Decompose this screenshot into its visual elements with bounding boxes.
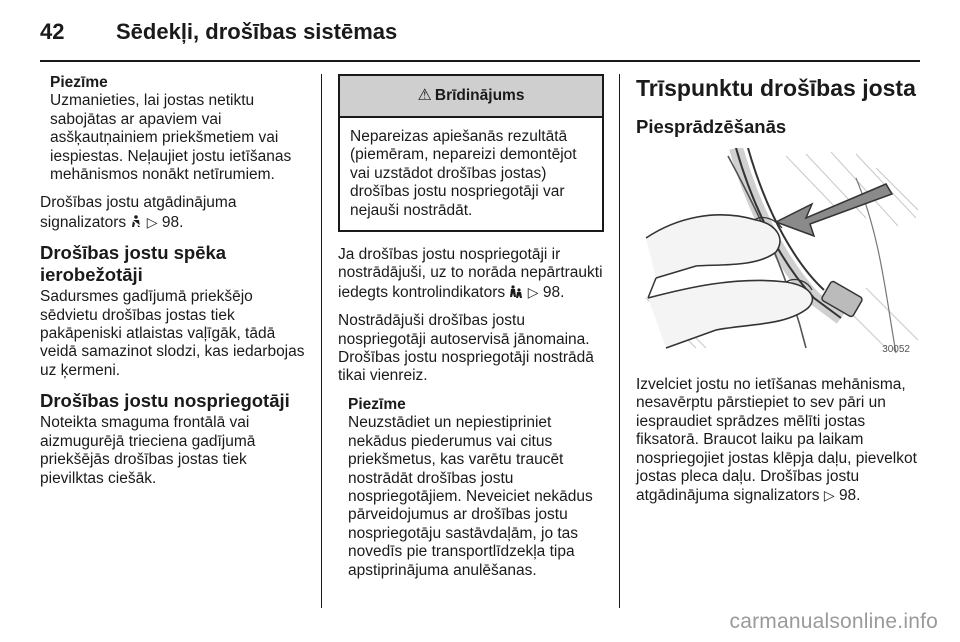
column-divider-1 (321, 74, 322, 608)
subsection-title-fastening: Piesprādzēšanās (636, 116, 787, 137)
seatbelt-illustration (636, 148, 920, 358)
column-3 (636, 74, 920, 516)
note-block (40, 74, 308, 184)
warning-box (338, 74, 604, 232)
fastening-paragraph (636, 376, 920, 506)
fastening-page[interactable]: 98. (838, 487, 861, 505)
note-text: Neuzstādiet un nepiestipriniet nekādus piederumus vai citus priekšmetus, kas varētu traucēt nostrādāt drošības jostu nospriegotājiem. Neveiciet nekādus pārveidojumus ar drošības jostu nospriegotāju sastāvdaļām, jo tas novedīs pie transportlīdzekļa tipa apstiprinājuma anulēšanas. (348, 414, 593, 579)
seatbelt-person-icon (130, 215, 142, 229)
warning-text: Nepareizas apiešanās rezultātā (piemēram, nepareizi demontējot vai uzstādot drošības jostas) drošības jostu nospriegotāji var nejauši nostrādāt. (350, 128, 577, 219)
pretensioner-indicator-text: Ja drošības jostu nospriegotāji ir nostrādājuši, uz to norāda nepārtraukti iedegts kontrolindikators (338, 246, 603, 301)
note-block-2 (338, 396, 604, 580)
section-title-pretensioners: Drošības jostu nospriegotāji (40, 390, 290, 412)
replacement-paragraph: Nostrādājuši drošības jostu nospriegotāji autoservisā jānomaina. Drošības jostu nospriegotāji nostrādā tikai vienreiz. (338, 312, 594, 385)
reminder-page[interactable]: 98. (161, 213, 184, 231)
figure-number: 30052 (882, 344, 910, 355)
header-divider (40, 60, 920, 62)
warning-title: Brīdinājums (434, 86, 525, 104)
section-text-force-limiters: Sadursmes gadījumā priekšējo sēdvietu drošības jostas tiek pakāpeniski atlaistas vaļīgāk, tādā veidā samazinot slodzi, kas iedarbojas uz ķermeni. (40, 288, 305, 379)
page-number: 42 (40, 19, 65, 44)
page-title: Sēdekļi, drošības sistēmas (116, 19, 398, 44)
warning-header (340, 76, 602, 118)
reminder-paragraph (40, 194, 308, 232)
fastening-text: Izvelciet jostu no ietīšanas mehānisma, nesavērptu pārstiepiet to sev pāri un iespraudiet sprādzes mēlīti jostas fiksatorā. Braucot laiku pa laikam nospriegojiet jostas klēpja daļu, pievelkot jostas pleca daļu. Drošības jostu atgādinājuma signalizators (636, 376, 917, 505)
pretensioner-indicator-paragraph (338, 246, 604, 302)
watermark: carmanualsonline.info (729, 610, 938, 633)
reminder-text: Drošības jostu atgādinājuma signalizators (40, 194, 237, 231)
section-text-pretensioners: Noteikta smaguma frontālā vai aizmugurējā trieciena gadījumā priekšējās drošības jostas tiek pievilktas ciešāk. (40, 414, 256, 487)
note-title: Piezīme (50, 74, 108, 91)
pretensioner-warning-icon (509, 285, 523, 299)
column-2 (338, 74, 604, 590)
note-text: Uzmanieties, lai jostas netiktu sabojātas ar apaviem vai asšķautņainiem priekšmetiem vai iespiestas. Neļaujiet jostu ietīšanas mehānismos nonākt netīrumiem. (50, 92, 292, 184)
column-1 (40, 74, 308, 498)
page-ref-icon: ▷ (823, 487, 835, 504)
note-title: Piezīme (348, 395, 406, 413)
pretensioner-page[interactable]: 98. (542, 283, 565, 301)
page-ref-icon: ▷ (146, 213, 158, 230)
warning-icon: ⚠ (417, 86, 432, 104)
page-header (40, 14, 397, 50)
column-divider-2 (619, 74, 620, 608)
section-title-force-limiters: Drošības jostu spēka ierobežotāji (40, 242, 227, 286)
section-title-three-point-belt: Trīspunktu drošības josta (636, 75, 916, 101)
page-ref-icon: ▷ (527, 283, 539, 300)
seatbelt-fastening-drawing (636, 148, 920, 358)
